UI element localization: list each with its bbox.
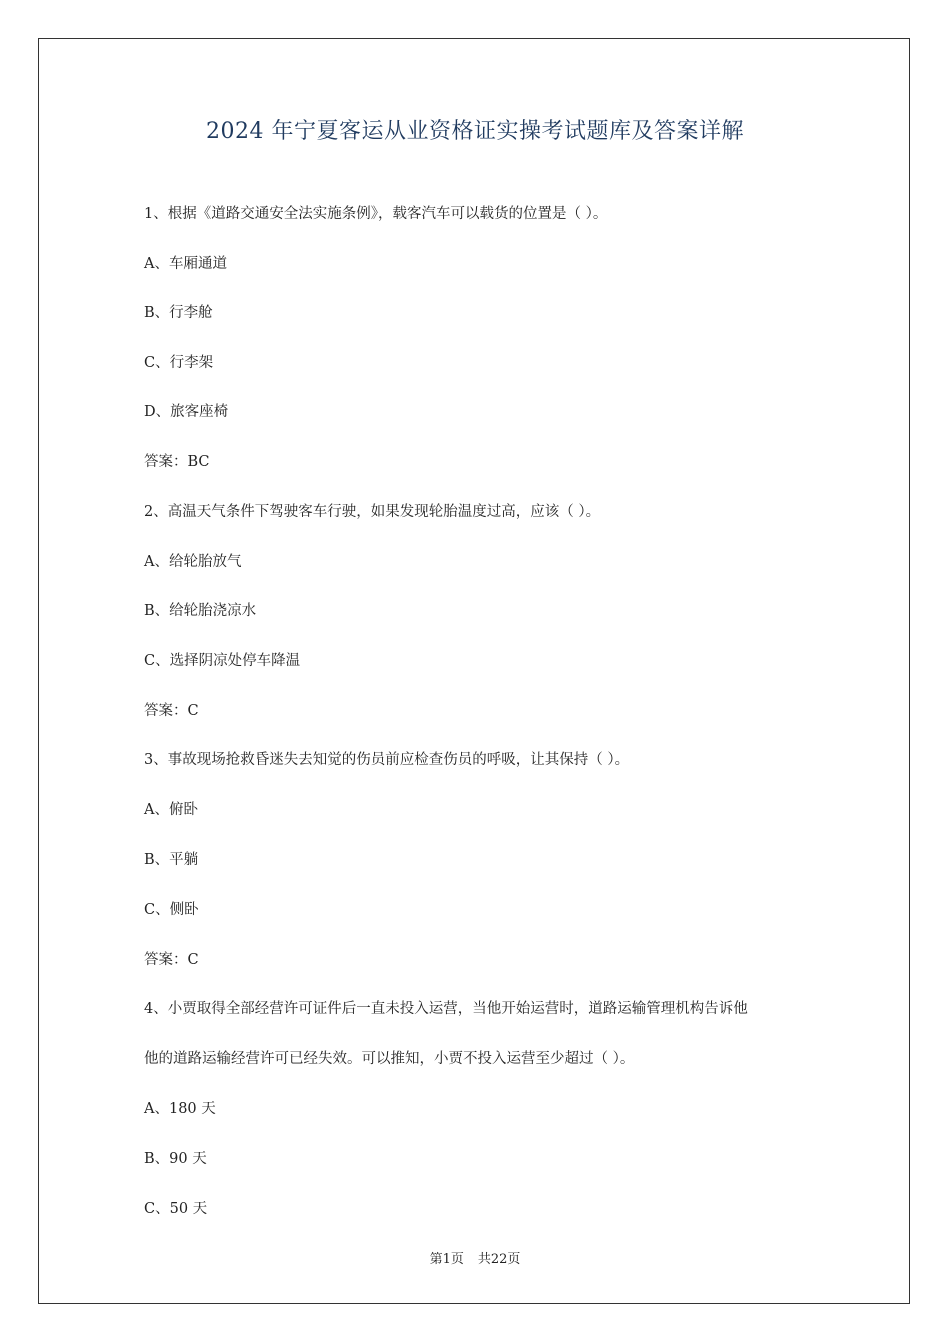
question-1-option-a: A、车厢通道 xyxy=(144,256,227,272)
question-2-answer: 答案：C xyxy=(144,703,199,719)
question-4-option-a: A、180 天 xyxy=(144,1101,216,1117)
question-2-stem: 2、高温天气条件下驾驶客车行驶，如果发现轮胎温度过高，应该（ ）。 xyxy=(144,504,601,520)
question-2-option-a: A、给轮胎放气 xyxy=(144,554,242,570)
question-2-option-b: B、给轮胎浇凉水 xyxy=(144,603,257,619)
question-1-option-c: C、行李架 xyxy=(144,355,214,371)
question-3-option-b: B、平躺 xyxy=(144,852,199,868)
question-1-stem: 1、根据《道路交通安全法实施条例》，载客汽车可以载货的位置是（ ）。 xyxy=(144,206,608,222)
question-1-answer: 答案：BC xyxy=(144,454,210,470)
question-2-option-c: C、选择阴凉处停车降温 xyxy=(144,653,301,669)
question-3-option-c: C、侧卧 xyxy=(144,902,199,918)
question-4-option-b: B、90 天 xyxy=(144,1151,207,1167)
question-4-option-c: C、50 天 xyxy=(144,1201,208,1217)
page-footer xyxy=(0,1248,950,1267)
question-3-stem: 3、事故现场抢救昏迷失去知觉的伤员前应检查伤员的呼吸，让其保持（ ）。 xyxy=(144,752,630,768)
question-3-option-a: A、俯卧 xyxy=(144,802,198,818)
page-total: 共22页 xyxy=(477,1252,521,1267)
question-4-stem-line-2: 他的道路运输经营许可已经失效。可以推知，小贾不投入运营至少超过（ ）。 xyxy=(144,1051,635,1067)
question-3-answer: 答案：C xyxy=(144,952,199,968)
question-1-option-b: B、行李舱 xyxy=(144,305,213,321)
page-number: 第1页 xyxy=(429,1252,464,1267)
document-title: 2024 年宁夏客运从业资格证实操考试题库及答案详解 xyxy=(206,119,744,144)
question-4-stem-line-1: 4、小贾取得全部经营许可证件后一直未投入运营，当他开始运营时，道路运输管理机构告诉他 xyxy=(144,1001,748,1017)
question-1-option-d: D、旅客座椅 xyxy=(144,404,229,420)
